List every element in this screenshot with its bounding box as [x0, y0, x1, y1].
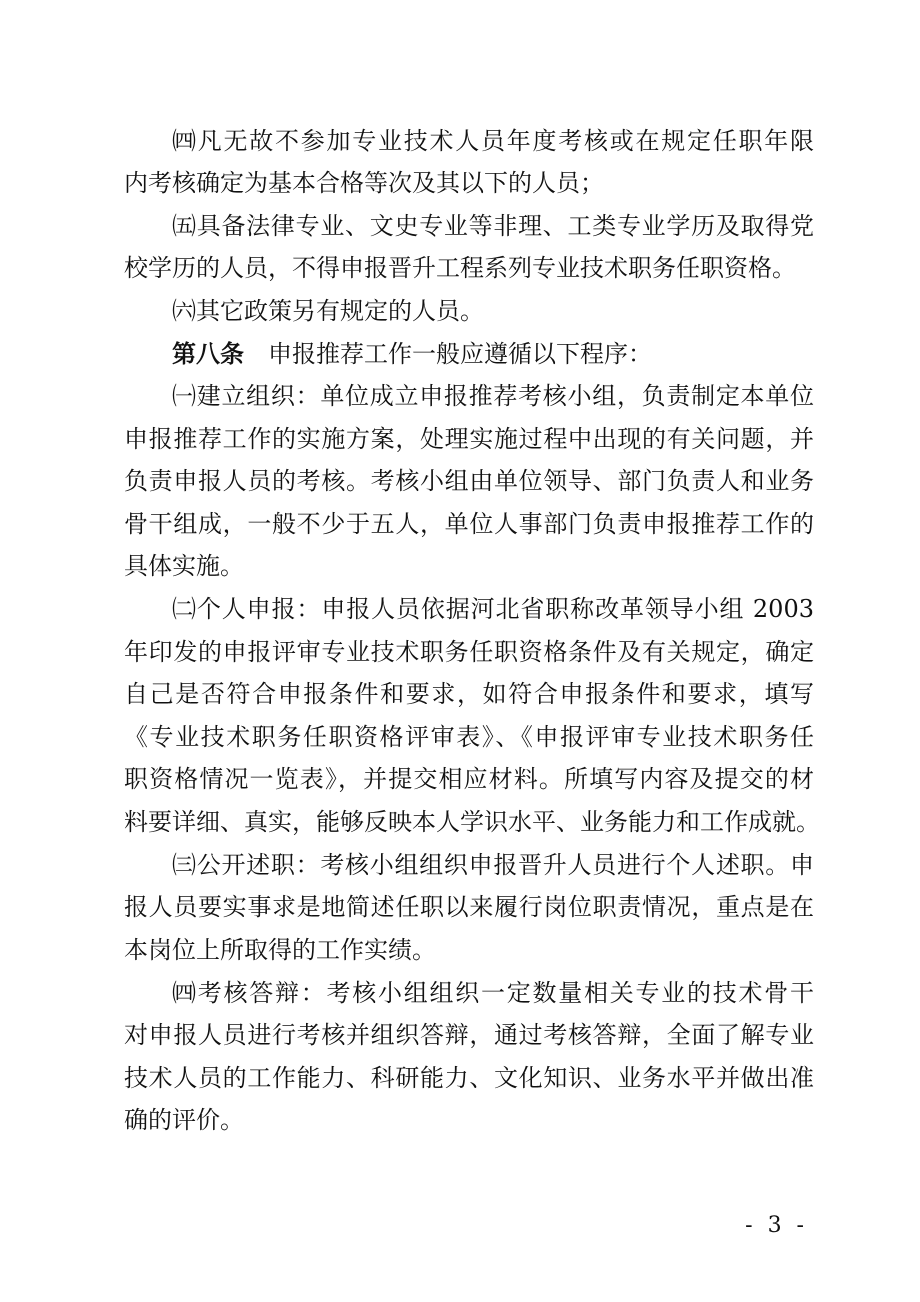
paragraph-line: 年印发的申报评审专业技术职务任职资格条件及有关规定，确定 — [124, 638, 814, 666]
page-number: - 3 - — [745, 1213, 808, 1238]
paragraph-line: 职资格情况一览表》，并提交相应材料。所填写内容及提交的材 — [124, 765, 814, 793]
paragraph-line: ㈡个人申报：申报人员依据河北省职称改革领导小组 2003 — [172, 595, 814, 623]
paragraph-line: 负责申报人员的考核。考核小组由单位领导、部门负责人和业务 — [124, 467, 814, 495]
paragraph-line: 对申报人员进行考核并组织答辩，通过考核答辩，全面了解专业 — [124, 1021, 814, 1049]
paragraph-line: ㈥其它政策另有规定的人员。 — [172, 297, 484, 325]
paragraph-line: ㈣考核答辩：考核小组组织一定数量相关专业的技术骨干 — [172, 979, 814, 1007]
article-line — [172, 339, 814, 369]
paragraph-line: ㈤具备法律专业、文史专业等非理、工类专业学历及取得党 — [172, 212, 814, 240]
paragraph-line: 申报推荐工作的实施方案，处理实施过程中出现的有关问题，并 — [124, 425, 814, 453]
article-heading: 第八条 — [172, 340, 244, 368]
paragraph-line: 确的评价。 — [124, 1106, 244, 1134]
paragraph-line: 自己是否符合申报条件和要求，如符合申报条件和要求，填写 — [124, 680, 814, 708]
paragraph-line: 料要详细、真实，能够反映本人学识水平、业务能力和工作成就。 — [124, 808, 820, 836]
paragraph-line: ㈠建立组织：单位成立申报推荐考核小组，负责制定本单位 — [172, 382, 814, 410]
paragraph-line: 具体实施。 — [124, 552, 244, 580]
paragraph-line: 《专业技术职务任职资格评审表》、《申报评审专业技术职务任 — [124, 723, 814, 751]
paragraph-line: ㈢公开述职：考核小组组织申报晋升人员进行个人述职。申 — [172, 851, 814, 879]
paragraph-line: 校学历的人员，不得申报晋升工程系列专业技术职务任职资格。 — [124, 254, 796, 282]
paragraph-line: ㈣凡无故不参加专业技术人员年度考核或在规定任职年限 — [172, 127, 814, 155]
paragraph-line: 技术人员的工作能力、科研能力、文化知识、业务水平并做出准 — [124, 1064, 814, 1092]
paragraph-line: 本岗位上所取得的工作实绩。 — [124, 936, 436, 964]
paragraph-line: 内考核确定为基本合格等次及其以下的人员； — [124, 169, 604, 197]
paragraph-line: 报人员要实事求是地简述任职以来履行岗位职责情况，重点是在 — [124, 893, 814, 921]
article-text: 申报推荐工作一般应遵循以下程序： — [268, 340, 652, 368]
paragraph-line: 骨干组成，一般不少于五人，单位人事部门负责申报推荐工作的 — [124, 510, 814, 538]
